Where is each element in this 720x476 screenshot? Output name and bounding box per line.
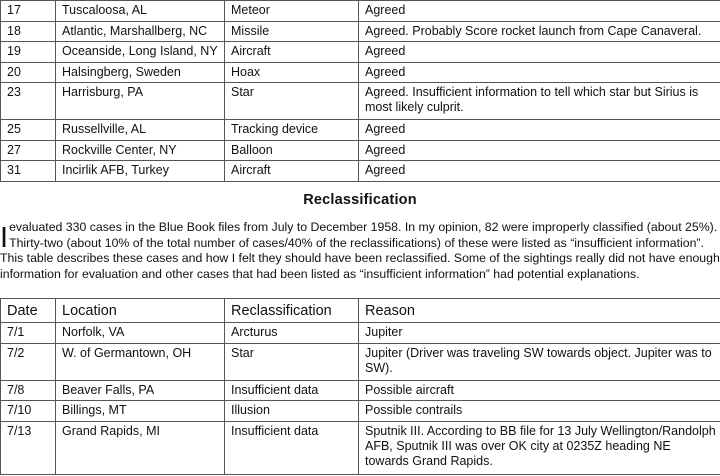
case-location: Atlantic, Marshallberg, NC [56,21,225,42]
case-classification: Meteor [225,1,359,22]
case-location: Oceanside, Long Island, NY [56,42,225,63]
case-location: Halsingberg, Sweden [56,62,225,83]
case-number: 20 [1,62,56,83]
case-classification: Hoax [225,62,359,83]
case-comment: Agreed. Insufficient information to tell which star but Sirius is most likely culprit. [359,83,720,120]
table-row [1,42,720,63]
case-comment: Agreed [359,62,720,83]
sighting-reclassification: Star [225,343,359,380]
table-row [1,1,720,22]
sighting-date: 7/10 [1,401,56,422]
case-comment: Agreed [359,161,720,182]
table-row [1,401,720,422]
case-location: Russellville, AL [56,120,225,141]
case-number: 17 [1,1,56,22]
sighting-date: 7/13 [1,421,56,474]
table-row [1,140,720,161]
case-classification: Tracking device [225,120,359,141]
reclassification-table [0,298,720,475]
table-row [1,161,720,182]
sighting-reason: Jupiter [359,323,720,344]
case-number: 25 [1,120,56,141]
sighting-location: Billings, MT [56,401,225,422]
table-row [1,62,720,83]
sighting-reclassification: Insufficient data [225,421,359,474]
sighting-reason: Jupiter (Driver was traveling SW towards object. Jupiter was to SW). [359,343,720,380]
paragraph-text: evaluated 330 cases in the Blue Book files from July to December 1958. In my opinion, 82 were improperly classified (about 25%). Thirty-two (about 10% of the total number of cases/40% of the reclassifications) of these were listed as “insufficient information”. This table describes these cases and how I felt they should have been reclassified. Some of the sightings really did not have enough information for evaluation and other cases that had been listed as “insufficient information” had potential explanations. [0,220,720,281]
sighting-reason: Sputnik III. According to BB file for 13 July Wellington/Randolph AFB, Sputnik III was over OK city at 0235Z heading NE towards Grand Rapids. [359,421,720,474]
sighting-location: Norfolk, VA [56,323,225,344]
sighting-location: Beaver Falls, PA [56,380,225,401]
case-number: 31 [1,161,56,182]
sighting-location: W. of Germantown, OH [56,343,225,380]
table-row [1,21,720,42]
sighting-reclassification: Insufficient data [225,380,359,401]
case-comment: Agreed [359,120,720,141]
reason-column-header: Reason [359,299,720,323]
case-classification: Aircraft [225,161,359,182]
case-classification: Star [225,83,359,120]
case-comment: Agreed [359,1,720,22]
case-location: Harrisburg, PA [56,83,225,120]
section-heading: Reclassification [303,192,417,208]
sighting-reason: Possible contrails [359,401,720,422]
table-row [1,120,720,141]
case-classification: Balloon [225,140,359,161]
table-row [1,343,720,380]
case-location: Tuscaloosa, AL [56,1,225,22]
case-number: 18 [1,21,56,42]
case-number: 19 [1,42,56,63]
case-location: Incirlik AFB, Turkey [56,161,225,182]
case-comment: Agreed [359,42,720,63]
reclassification-column-header: Reclassification [225,299,359,323]
date-column-header: Date [1,299,56,323]
case-number: 27 [1,140,56,161]
table-row [1,380,720,401]
table-header-row [1,299,720,323]
location-column-header: Location [56,299,225,323]
case-comment: Agreed [359,140,720,161]
upper-cases-table [0,0,720,182]
case-classification: Missile [225,21,359,42]
sighting-reason: Possible aircraft [359,380,720,401]
table-row [1,83,720,120]
sighting-date: 7/8 [1,380,56,401]
body-paragraph [0,220,720,282]
case-location: Rockville Center, NY [56,140,225,161]
table-row [1,421,720,474]
sighting-date: 7/1 [1,323,56,344]
sighting-reclassification: Arcturus [225,323,359,344]
table-row [1,323,720,344]
case-classification: Aircraft [225,42,359,63]
case-number: 23 [1,83,56,120]
sighting-date: 7/2 [1,343,56,380]
drop-cap: I [0,222,9,254]
case-comment: Agreed. Probably Score rocket launch from Cape Canaveral. [359,21,720,42]
sighting-location: Grand Rapids, MI [56,421,225,474]
sighting-reclassification: Illusion [225,401,359,422]
